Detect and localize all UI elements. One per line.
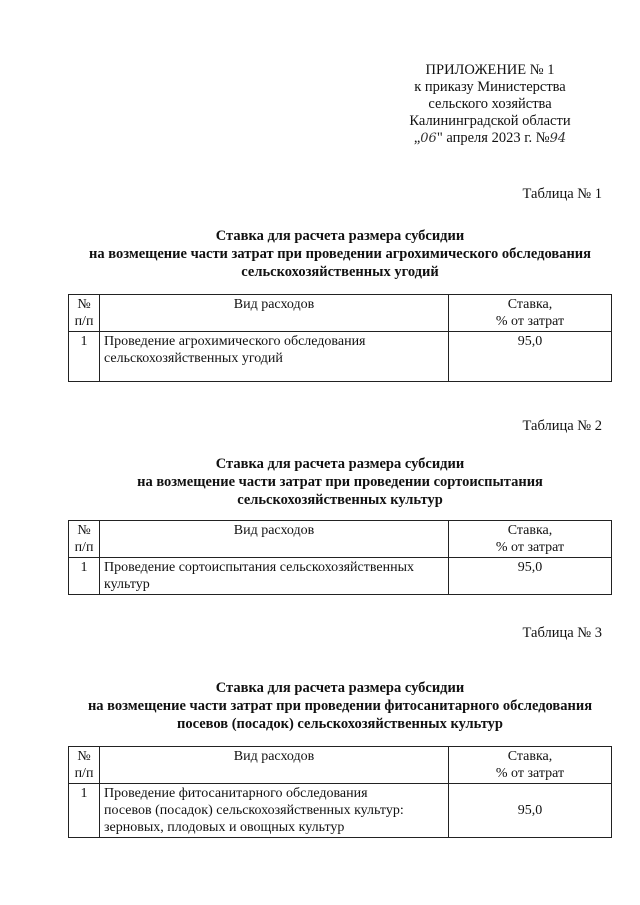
header-num-line2: п/п [74, 766, 94, 781]
header-num-line2: п/п [74, 540, 94, 555]
date-day-handwritten: 06 [420, 131, 437, 146]
row-desc [100, 558, 449, 595]
table-2-title [60, 455, 620, 509]
row-desc-line: сельскохозяйственных угодий [104, 351, 283, 366]
table-3-label: Таблица № 3 [522, 625, 602, 641]
header-rate-line2: % от затрат [495, 540, 565, 555]
appendix-ministry: сельского хозяйства [428, 96, 552, 112]
row-rate: 95,0 [449, 332, 612, 382]
header-rate-line1: Ставка, [507, 297, 553, 312]
header-rate-line1: Ставка, [507, 523, 553, 538]
header-num [69, 295, 100, 332]
header-num [69, 747, 100, 784]
row-desc-line: посевов (посадок) сельскохозяйственных культур: [104, 803, 404, 818]
row-desc-line: культур [104, 577, 150, 592]
table-row [69, 558, 612, 595]
appendix-date-line [370, 130, 610, 147]
appendix-order-ref: к приказу Министерства [414, 79, 566, 95]
header-rate [449, 295, 612, 332]
table-3 [68, 746, 612, 838]
appendix-region: Калининградской области [409, 113, 571, 129]
header-rate-line2: % от затрат [495, 766, 565, 781]
header-rate-line2: % от затрат [495, 314, 565, 329]
header-num-line2: п/п [74, 314, 94, 329]
table-3-title-line: на возмещение части затрат при проведении фитосанитарного обследования [87, 698, 593, 714]
table-2-label: Таблица № 2 [522, 418, 602, 434]
row-rate: 95,0 [449, 784, 612, 838]
date-close-quote: " [436, 130, 443, 146]
table-row [69, 784, 612, 838]
table-1-title-line: Ставка для расчета размера субсидии [215, 228, 465, 244]
order-number-handwritten: 94 [549, 131, 567, 146]
header-num [69, 521, 100, 558]
table-2 [68, 520, 612, 595]
header-rate-line1: Ставка, [507, 749, 553, 764]
table-1-title-line: сельскохозяйственных угодий [241, 264, 439, 280]
row-desc-line: Проведение сортоиспытания сельскохозяйственных [104, 560, 415, 575]
table-1-title [60, 227, 620, 281]
table-row [69, 332, 612, 382]
table-2-title-line: Ставка для расчета размера субсидии [215, 456, 465, 472]
appendix-title: ПРИЛОЖЕНИЕ № 1 [425, 62, 555, 78]
row-num: 1 [69, 558, 100, 595]
table-1-title-line: на возмещение части затрат при проведении агрохимического обследования [88, 246, 592, 262]
header-kind: Вид расходов [100, 521, 449, 558]
date-open-quote: „ [413, 130, 421, 146]
row-desc [100, 332, 449, 382]
header-kind: Вид расходов [100, 295, 449, 332]
date-month-year: апреля 2023 г. № [446, 130, 550, 146]
header-rate [449, 521, 612, 558]
table-header-row [69, 295, 612, 332]
row-desc-line: зерновых, плодовых и овощных культур [104, 820, 345, 835]
table-3-title-line: Ставка для расчета размера субсидии [215, 680, 465, 696]
table-1-label: Таблица № 1 [522, 186, 602, 202]
row-num: 1 [69, 332, 100, 382]
table-2-title-line: на возмещение части затрат при проведении сортоиспытания [137, 474, 543, 490]
table-3-title [60, 679, 620, 733]
row-num: 1 [69, 784, 100, 838]
table-header-row [69, 521, 612, 558]
row-desc [100, 784, 449, 838]
row-rate: 95,0 [449, 558, 612, 595]
table-2-title-line: сельскохозяйственных культур [237, 492, 443, 508]
header-num-line1: № [77, 523, 91, 538]
row-desc-line: Проведение фитосанитарного обследования [104, 786, 368, 801]
row-desc-line: Проведение агрохимического обследования [104, 334, 366, 349]
header-num-line1: № [77, 297, 91, 312]
header-kind: Вид расходов [100, 747, 449, 784]
table-header-row [69, 747, 612, 784]
header-num-line1: № [77, 749, 91, 764]
table-3-title-line: посевов (посадок) сельскохозяйственных культур [177, 716, 503, 732]
table-1 [68, 294, 612, 382]
appendix-block [370, 62, 610, 147]
header-rate [449, 747, 612, 784]
